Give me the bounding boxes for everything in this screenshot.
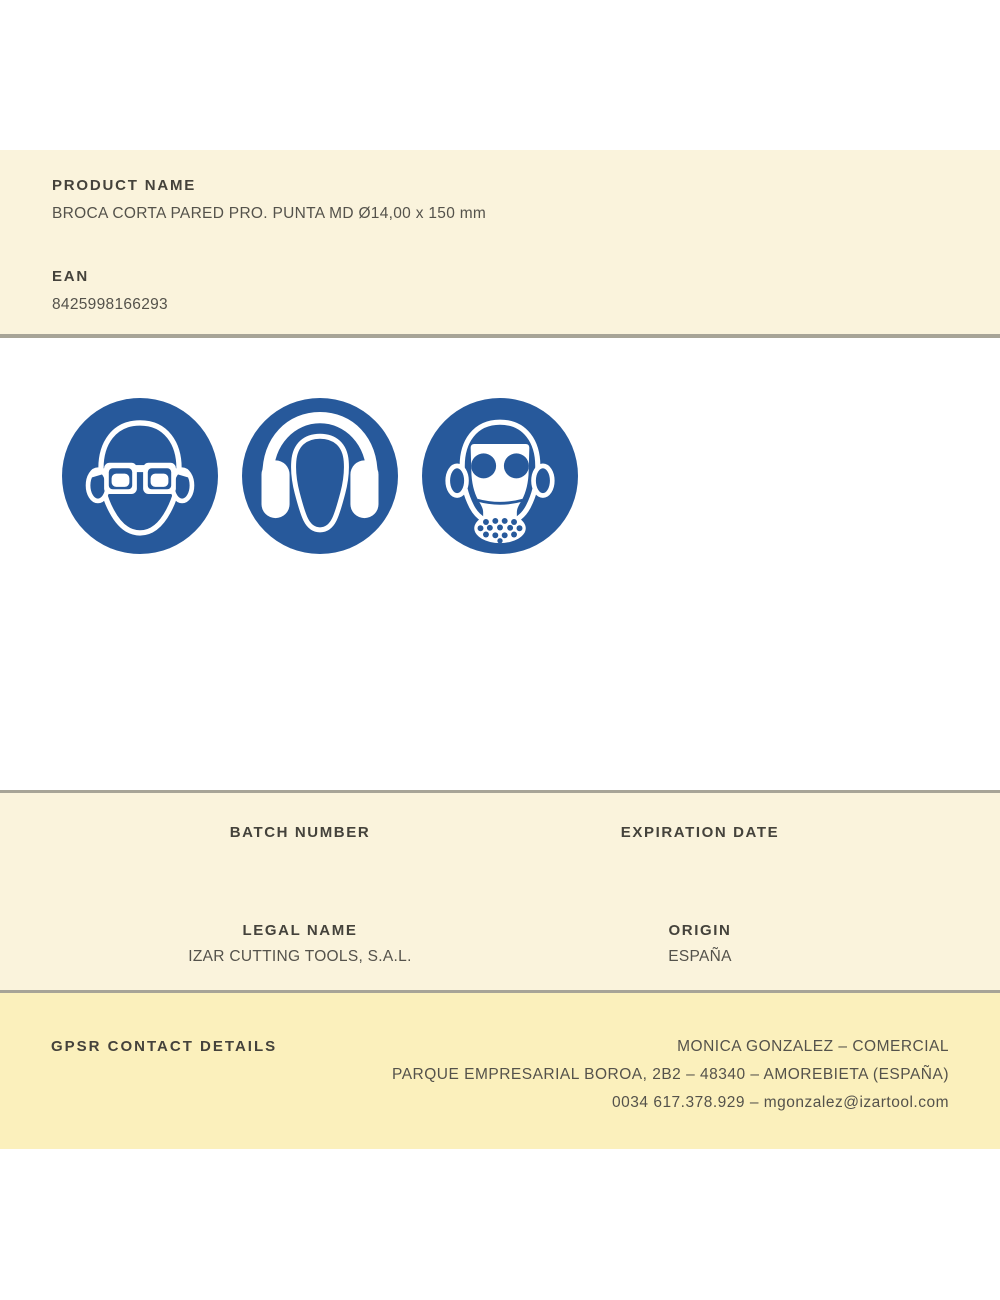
expiration-date-group	[500, 823, 900, 869]
expiration-date-value	[500, 849, 900, 869]
gpsr-contact-person: MONICA GONZALEZ – COMERCIAL	[677, 1038, 949, 1055]
gpsr-contact-phone-email: 0034 617.378.929 – mgonzalez@izartool.com	[612, 1094, 949, 1111]
details-row-2	[100, 921, 900, 967]
batch-number-group	[100, 823, 500, 869]
legal-name-group	[100, 921, 500, 967]
wear-ear-protection-icon	[242, 398, 398, 554]
ean-value: 8425998166293	[52, 296, 168, 313]
gpsr-section	[0, 993, 1000, 1149]
origin-label: ORIGIN	[668, 922, 732, 939]
origin-value: ESPAÑA	[668, 948, 732, 965]
details-section	[0, 790, 1000, 993]
product-info-section	[0, 150, 1000, 338]
legal-name-label: LEGAL NAME	[242, 922, 358, 939]
expiration-date-label: EXPIRATION DATE	[620, 824, 780, 841]
wear-eye-protection-icon	[62, 398, 218, 554]
gpsr-contact-details-label: GPSR CONTACT DETAILS	[51, 1038, 278, 1055]
batch-number-label: BATCH NUMBER	[229, 824, 371, 841]
product-name-label: PRODUCT NAME	[52, 177, 197, 194]
gpsr-contact-block	[392, 1033, 949, 1117]
origin-group	[500, 921, 900, 967]
safety-icons-row	[62, 398, 578, 554]
ean-label: EAN	[52, 268, 90, 285]
legal-name-value: IZAR CUTTING TOOLS, S.A.L.	[188, 948, 412, 965]
product-name-group	[52, 176, 948, 223]
details-row-1	[100, 823, 900, 869]
product-name-value: BROCA CORTA PARED PRO. PUNTA MD Ø14,00 x 150 mm	[52, 205, 487, 222]
ean-group	[52, 267, 948, 314]
wear-respiratory-protection-icon	[422, 398, 578, 554]
batch-number-value	[100, 849, 500, 869]
gpsr-contact-address: PARQUE EMPRESARIAL BOROA, 2B2 – 48340 – AMOREBIETA (ESPAÑA)	[392, 1066, 949, 1083]
